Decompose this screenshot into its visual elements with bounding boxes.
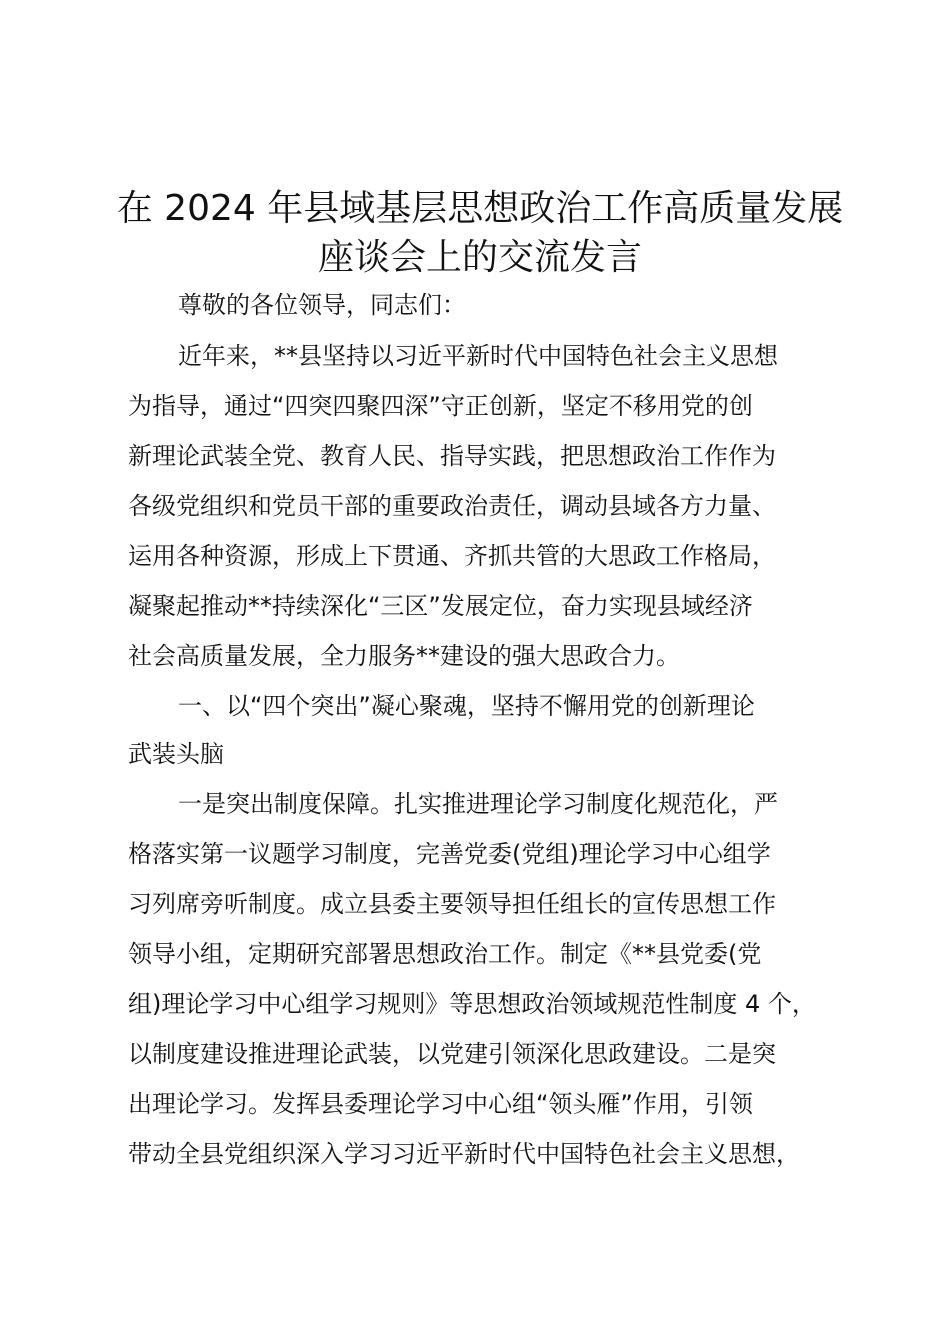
heading-1-line-1: 一、以“四个突出”凝心聚魂，坚持不懈用党的创新理论 (178, 692, 755, 720)
paragraph-2-line-8: 带动全县党组织深入学习习近平新时代中国特色社会主义思想， (128, 1140, 800, 1168)
paragraph-2-line-4: 领导小组，定期研究部署思想政治工作。制定《**县党委(党 (128, 940, 762, 968)
paragraph-2-line-6: 以制度建设推进理论武装，以党建引领深化思政建设。二是突 (128, 1040, 776, 1068)
document-title-line-1: 在 2024 年县域基层思想政治工作高质量发展 (116, 188, 844, 229)
paragraph-1-line-3: 新理论武装全党、教育人民、指导实践，把思想政治工作作为 (128, 442, 776, 470)
paragraph-2-line-1: 一是突出制度保障。扎实推进理论学习制度化规范化，严 (178, 790, 778, 818)
paragraph-2-line-7: 出理论学习。发挥县委理论学习中心组“领头雁”作用，引领 (128, 1090, 753, 1118)
paragraph-1-line-7: 社会高质量发展，全力服务**建设的强大思政合力。 (128, 642, 680, 670)
paragraph-1-line-2: 为指导，通过“四突四聚四深”守正创新，坚定不移用党的创 (128, 392, 753, 420)
paragraph-1-line-1: 近年来，**县坚持以习近平新时代中国特色社会主义思想 (178, 342, 778, 370)
paragraph-2-line-5: 组)理论学习中心组学习规则》等思想政治领域规范性制度 4 个， (128, 990, 816, 1018)
paragraph-1-line-6: 凝聚起推动**持续深化“三区”发展定位，奋力实现县域经济 (128, 592, 753, 620)
heading-1-line-2: 武装头脑 (128, 740, 224, 768)
paragraph-2-line-3: 习列席旁听制度。成立县委主要领导担任组长的宣传思想工作 (128, 890, 776, 918)
paragraph-1-line-5: 运用各种资源，形成上下贯通、齐抓共管的大思政工作格局， (128, 542, 776, 570)
paragraph-2-line-2: 格落实第一议题学习制度，完善党委(党组)理论学习中心组学 (128, 840, 771, 868)
paragraph-1-line-4: 各级党组织和党员干部的重要政治责任，调动县域各方力量、 (128, 492, 776, 520)
salutation: 尊敬的各位领导，同志们： (178, 291, 466, 319)
document-title-line-2: 座谈会上的交流发言 (317, 237, 642, 278)
